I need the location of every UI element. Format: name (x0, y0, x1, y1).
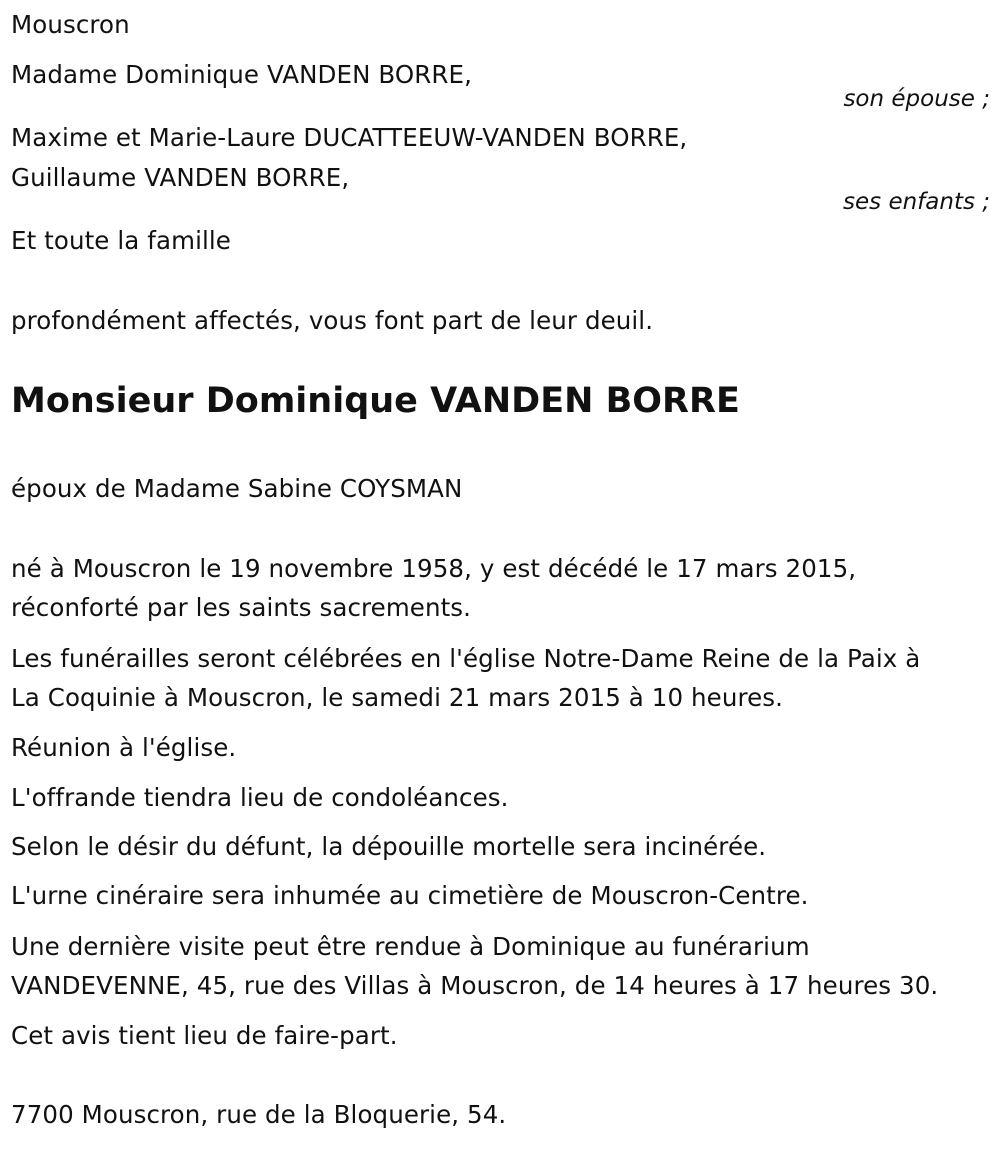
spouse-name: Madame Dominique VANDEN BORRE, (11, 60, 472, 89)
city-heading: Mouscron (11, 10, 130, 39)
cremation-line: Selon le désir du défunt, la dépouille mortelle sera incinérée. (11, 832, 767, 861)
child-2: Guillaume VANDEN BORRE, (11, 163, 350, 192)
announcement: profondément affectés, vous font part de leur deuil. (11, 306, 654, 335)
born-died-line-1: né à Mouscron le 19 novembre 1958, y est décédé le 17 mars 2015, (11, 554, 857, 583)
offering-line: L'offrande tiendra lieu de condoléances. (11, 783, 509, 812)
spouse-role: son épouse ; (843, 86, 990, 112)
visit-line-1: Une dernière visite peut être rendue à Dominique au funérarium (11, 932, 810, 961)
meeting-line: Réunion à l'église. (11, 733, 237, 762)
family-line: Et toute la famille (11, 226, 231, 255)
deceased-name: Monsieur Dominique VANDEN BORRE (11, 381, 740, 421)
child-1: Maxime et Marie-Laure DUCATTEEUW-VANDEN BORRE, (11, 123, 688, 152)
address-line: 7700 Mouscron, rue de la Bloquerie, 54. (11, 1100, 507, 1129)
children-role: ses enfants ; (843, 189, 990, 215)
spouse-of: époux de Madame Sabine COYSMAN (11, 474, 463, 503)
visit-line-2: VANDEVENNE, 45, rue des Villas à Mouscron, de 14 heures à 17 heures 30. (11, 971, 939, 1000)
urn-line: L'urne cinéraire sera inhumée au cimetière de Mouscron-Centre. (11, 881, 809, 910)
funeral-line-1: Les funérailles seront célébrées en l'église Notre-Dame Reine de la Paix à (11, 644, 921, 673)
born-died-line-2: réconforté par les saints sacrements. (11, 593, 472, 622)
notice-line: Cet avis tient lieu de faire-part. (11, 1021, 398, 1050)
funeral-line-2: La Coquinie à Mouscron, le samedi 21 mars 2015 à 10 heures. (11, 683, 784, 712)
